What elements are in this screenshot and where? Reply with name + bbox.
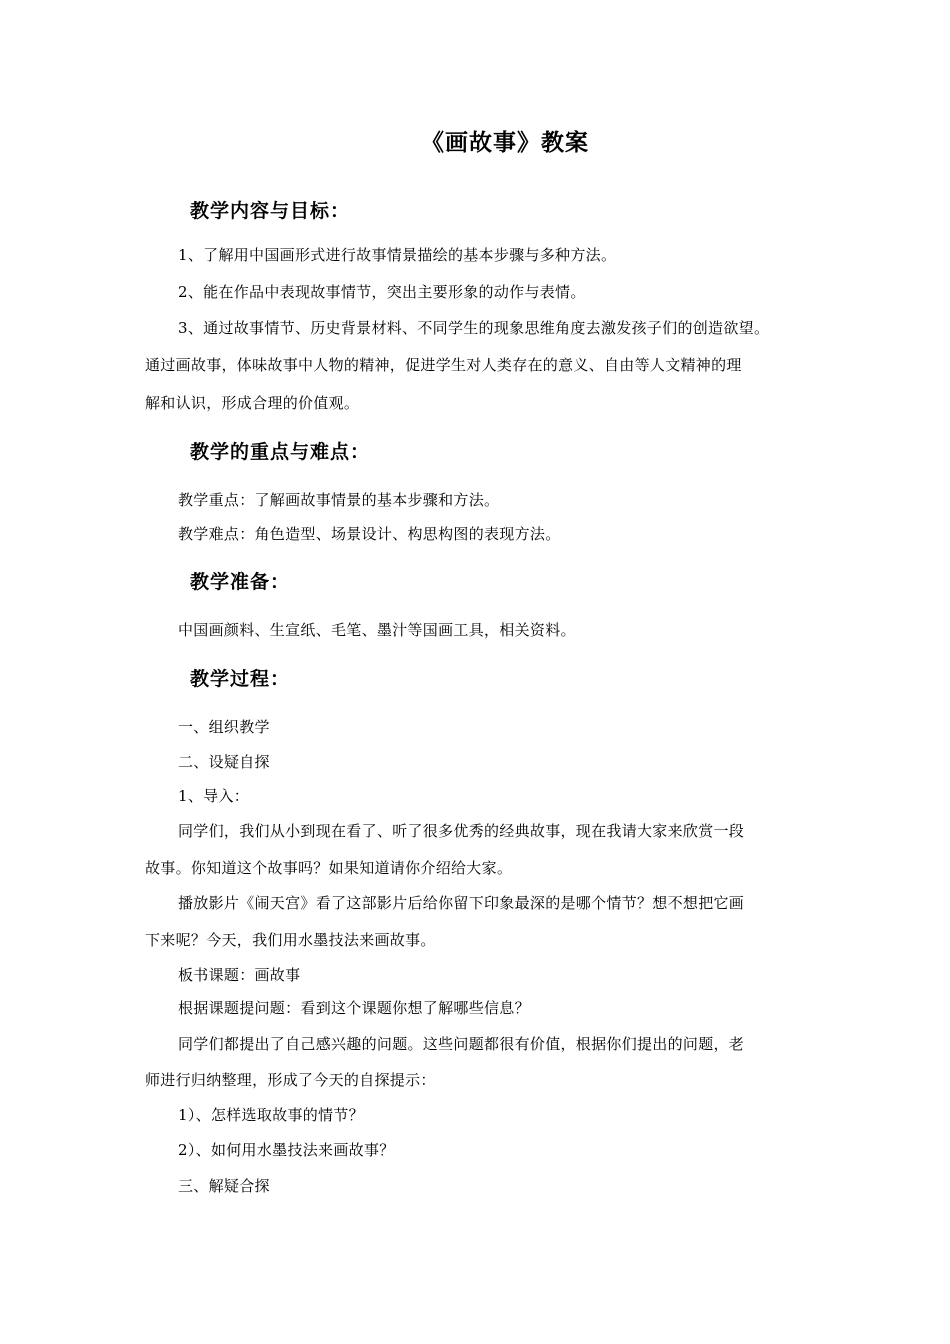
paragraph-line: 教学难点：角色造型、场景设计、构思构图的表现方法。 (178, 525, 561, 543)
paragraph-line: 教学重点：了解画故事情景的基本步骤和方法。 (178, 491, 500, 509)
paragraph-line: 师进行归纳整理，形成了今天的自探提示： (145, 1071, 436, 1089)
paragraph-line: 2）、如何用水墨技法来画故事？ (178, 1141, 395, 1159)
paragraph-line: 三、解疑合探 (178, 1177, 270, 1195)
section-heading-process: 教学过程： (190, 668, 291, 690)
paragraph-line: 通过画故事，体味故事中人物的精神，促进学生对人类存在的意义、自由等人文精神的理 (145, 356, 742, 374)
paragraph-line: 2、能在作品中表现故事情节，突出主要形象的动作与表情。 (178, 283, 586, 301)
paragraph-line: 同学们，我们从小到现在看了、听了很多优秀的经典故事，现在我请大家来欣赏一段 (178, 822, 745, 840)
paragraph-line: 根据课题提问题：看到这个课题你想了解哪些信息？ (178, 999, 530, 1017)
paragraph-line: 播放影片《闹天宫》看了这部影片后给你留下印象最深的是哪个情节？想不想把它画 (178, 894, 745, 912)
paragraph-line: 1、导入： (178, 787, 250, 805)
section-heading-objectives: 教学内容与目标： (190, 200, 351, 222)
paragraph-line: 1、了解用中国画形式进行故事情景描绘的基本步骤与多种方法。 (178, 246, 617, 264)
paragraph-line: 一、组织教学 (178, 718, 270, 736)
paragraph-line: 同学们都提出了自己感兴趣的问题。这些问题都很有价值，根据你们提出的问题，老 (178, 1035, 745, 1053)
paragraph-line: 解和认识，形成合理的价值观。 (145, 394, 360, 412)
section-heading-key-points: 教学的重点与难点： (190, 441, 371, 463)
paragraph-line: 3、通过故事情节、历史背景材料、不同学生的现象思维角度去激发孩子们的创造欲望。 (178, 319, 770, 337)
paragraph-line: 二、设疑自探 (178, 753, 270, 771)
paragraph-line: 板书课题：画故事 (178, 966, 301, 984)
paragraph-line: 下来呢？今天，我们用水墨技法来画故事。 (145, 931, 436, 949)
document-title: 《画故事》教案 (421, 130, 589, 156)
paragraph-line: 中国画颜料、生宣纸、毛笔、墨汁等国画工具，相关资料。 (178, 621, 576, 639)
paragraph-line: 故事。你知道这个故事吗？如果知道请你介绍给大家。 (145, 859, 513, 877)
paragraph-line: 1）、怎样选取故事的情节？ (178, 1106, 364, 1124)
section-heading-preparation: 教学准备： (190, 571, 291, 593)
